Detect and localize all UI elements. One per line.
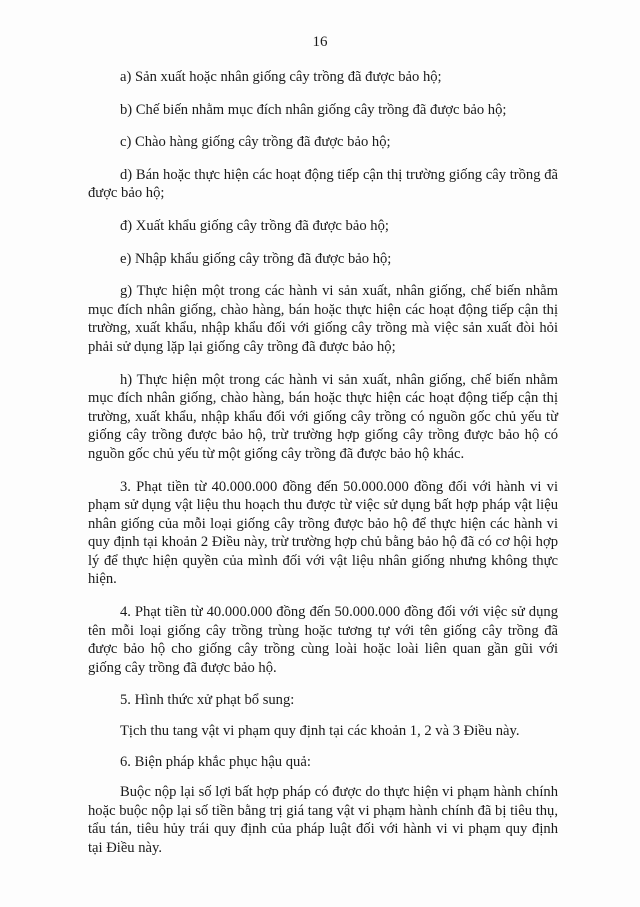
clause-c: c) Chào hàng giống cây trồng đã được bảo hộ; (120, 134, 391, 151)
section-6-body: Buộc nộp lại số lợi bất hợp pháp có được do thực hiện vi phạm hành chính hoặc buộc nộp lại số tiền bằng trị giá tang vật vi phạm hành chính đã bị tiêu thụ, tẩu tán, tiêu hủy trái quy định của pháp luật đối với hành vi vi phạm quy định tại Điều này. (88, 784, 558, 856)
clause-dd: đ) Xuất khẩu giống cây trồng đã được bảo hộ; (120, 217, 389, 234)
clause-e: e) Nhập khẩu giống cây trồng đã được bảo hộ; (120, 250, 392, 267)
section-4: 4. Phạt tiền từ 40.000.000 đồng đến 50.000.000 đồng đối với việc sử dụng tên mỗi loại giống cây trồng trùng hoặc tương tự với tên giống cây trồng đã được bảo hộ cho giống cây trồng cùng loài hoặc loài liên quan gần gũi với giống cây trồng đã được bảo hộ. (88, 604, 558, 676)
page-number: 16 (312, 34, 328, 50)
clause-b: b) Chế biến nhằm mục đích nhân giống cây trồng đã được bảo hộ; (120, 101, 507, 118)
section-5-body: Tịch thu tang vật vi phạm quy định tại các khoản 1, 2 và 3 Điều này. (120, 723, 520, 740)
document-body (88, 68, 558, 872)
section-6-heading: 6. Biện pháp khắc phục hậu quả: (120, 753, 311, 770)
clause-a: a) Sản xuất hoặc nhân giống cây trồng đã được bảo hộ; (120, 69, 442, 85)
section-5-heading: 5. Hình thức xử phạt bổ sung: (120, 692, 295, 709)
section-3: 3. Phạt tiền từ 40.000.000 đồng đến 50.000.000 đồng đối với hành vi vi phạm sử dụng vật liệu thu hoạch thu được từ việc sử dụng bất hợp pháp vật liệu nhân giống của mỗi loại giống cây trồng được bảo hộ để thực hiện các hành vi quy định tại khoản 2 Điều này, trừ trường hợp chủ bằng bảo hộ đã có cơ hội hợp lý để thực hiện quyền của mình đối với vật liệu nhân giống nhưng không thực hiện. (88, 478, 558, 588)
clause-g: g) Thực hiện một trong các hành vi sản xuất, nhân giống, chế biến nhằm mục đích nhân giống, chào hàng, bán hoặc thực hiện các hoạt động tiếp cận thị trường, xuất khẩu, nhập khẩu đối với giống cây trồng mà việc sản xuất đòi hỏi phải sử dụng lặp lại giống cây trồng đã được bảo hộ; (88, 283, 558, 355)
clause-h: h) Thực hiện một trong các hành vi sản xuất, nhân giống, chế biến nhằm mục đích nhân giống, chào hàng, bán hoặc thực hiện các hoạt động tiếp cận thị trường, xuất khẩu, nhập khẩu đối với giống cây trồng có nguồn gốc chủ yếu từ giống cây trồng được bảo hộ, trừ trường hợp giống cây trồng được bảo hộ có nguồn gốc chủ yếu từ một giống cây trồng đã được bảo hộ khác. (88, 371, 558, 462)
clause-d: d) Bán hoặc thực hiện các hoạt động tiếp cận thị trường giống cây trồng đã được bảo hộ; (88, 166, 558, 202)
